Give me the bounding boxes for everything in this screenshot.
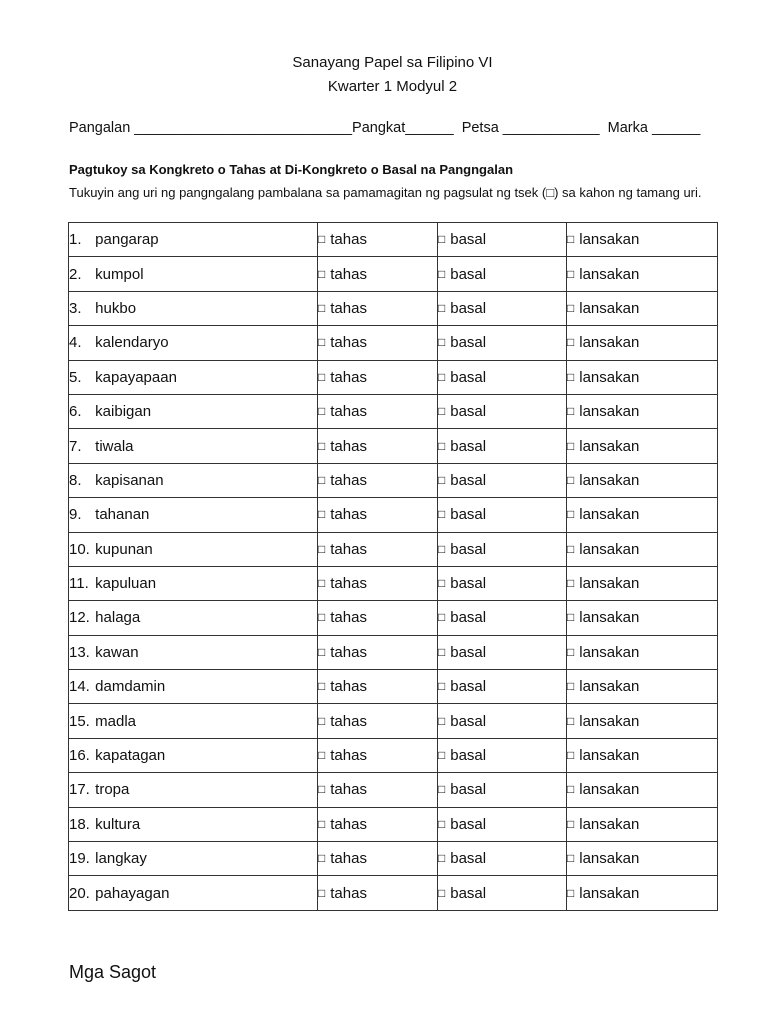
item-word: tropa [95,781,130,799]
option-cell-lansakan [567,807,718,841]
table-row [69,842,718,876]
option-label-basal: basal [450,437,487,455]
item-word: pangarap [95,231,159,249]
checkbox-lansakan[interactable]: □ [567,335,575,350]
checkbox-basal[interactable]: □ [438,266,446,281]
checkbox-tahas[interactable]: □ [318,300,326,315]
checkbox-basal[interactable]: □ [438,816,446,831]
option-label-basal: basal [450,609,487,627]
option-label-tahas: tahas [330,850,367,868]
checkbox-tahas[interactable]: □ [318,335,326,350]
checkbox-tahas[interactable]: □ [318,541,326,556]
checkbox-lansakan[interactable]: □ [567,885,575,900]
item-number: 8. [69,471,82,489]
item-word: kawan [95,643,139,661]
option-label-basal: basal [450,884,487,902]
checkbox-basal[interactable]: □ [438,610,446,625]
table-row [69,635,718,669]
option-cell-basal [438,257,567,291]
table-row [69,360,718,394]
item-word: kalendaryo [95,334,169,352]
checkbox-lansakan[interactable]: □ [567,610,575,625]
option-cell-tahas [318,291,438,325]
checkbox-tahas[interactable]: □ [318,748,326,763]
option-label-basal: basal [450,403,487,421]
option-cell-lansakan [567,842,718,876]
option-cell-tahas [318,532,438,566]
checkbox-lansakan[interactable]: □ [567,541,575,556]
item-number: 3. [69,299,82,317]
item-cell [69,704,318,738]
option-label-tahas: tahas [330,231,367,249]
option-label-tahas: tahas [330,299,367,317]
option-cell-tahas [318,498,438,532]
item-number: 2. [69,265,82,283]
option-label-basal: basal [450,643,487,661]
item-cell [69,429,318,463]
checkbox-basal[interactable]: □ [438,713,446,728]
option-cell-lansakan [567,463,718,497]
option-cell-basal [438,360,567,394]
checkbox-tahas[interactable]: □ [318,507,326,522]
checkbox-basal[interactable]: □ [438,507,446,522]
item-cell [69,223,318,257]
option-label-lansakan: lansakan [579,334,640,352]
checkbox-lansakan[interactable]: □ [567,644,575,659]
option-label-lansakan: lansakan [579,781,640,799]
option-cell-tahas [318,807,438,841]
option-cell-basal [438,532,567,566]
option-label-tahas: tahas [330,471,367,489]
option-cell-basal [438,291,567,325]
option-cell-lansakan [567,257,718,291]
option-cell-tahas [318,670,438,704]
table-row [69,291,718,325]
checkbox-basal[interactable]: □ [438,851,446,866]
option-label-tahas: tahas [330,575,367,593]
option-cell-basal [438,842,567,876]
option-label-basal: basal [450,781,487,799]
option-label-basal: basal [450,265,487,283]
item-word: kapatagan [95,747,166,765]
item-cell [69,498,318,532]
option-cell-basal [438,223,567,257]
option-cell-lansakan [567,566,718,600]
item-word: kultura [95,815,141,833]
item-cell [69,842,318,876]
item-number: 20. [69,884,90,902]
item-word: tiwala [95,437,134,455]
checkbox-basal[interactable]: □ [438,748,446,763]
checkbox-lansakan[interactable]: □ [567,404,575,419]
option-label-lansakan: lansakan [579,403,640,421]
option-label-basal: basal [450,506,487,524]
checkbox-tahas[interactable]: □ [318,232,326,247]
answers-label: Mga Sagot [69,962,157,982]
option-cell-basal [438,704,567,738]
table-row [69,807,718,841]
checkbox-lansakan[interactable]: □ [567,369,575,384]
option-cell-tahas [318,566,438,600]
option-cell-tahas [318,635,438,669]
option-cell-lansakan [567,223,718,257]
item-number: 9. [69,506,82,524]
option-label-tahas: tahas [330,437,367,455]
item-number: 6. [69,403,82,421]
option-label-lansakan: lansakan [579,368,640,386]
option-label-tahas: tahas [330,747,367,765]
checkbox-tahas[interactable]: □ [318,266,326,281]
option-label-basal: basal [450,368,487,386]
option-label-tahas: tahas [330,712,367,730]
checkbox-tahas[interactable]: □ [318,644,326,659]
option-cell-lansakan [567,704,718,738]
option-cell-basal [438,326,567,360]
item-number: 14. [69,678,90,696]
checkbox-basal[interactable]: □ [438,369,446,384]
option-cell-tahas [318,463,438,497]
option-cell-basal [438,876,567,910]
item-number: 11. [69,575,89,593]
checkbox-lansakan[interactable]: □ [567,851,575,866]
table-row [69,704,718,738]
item-cell [69,738,318,772]
option-label-lansakan: lansakan [579,575,640,593]
option-cell-lansakan [567,360,718,394]
option-label-lansakan: lansakan [579,299,640,317]
item-word: tahanan [95,506,150,524]
item-cell [69,601,318,635]
item-number: 4. [69,334,82,352]
option-cell-lansakan [567,394,718,428]
option-label-tahas: tahas [330,884,367,902]
item-number: 15. [69,712,90,730]
checkbox-basal[interactable]: □ [438,232,446,247]
item-word: kapisanan [95,471,164,489]
checkbox-lansakan[interactable]: □ [567,576,575,591]
checkbox-lansakan[interactable]: □ [567,782,575,797]
option-label-lansakan: lansakan [579,678,640,696]
option-label-lansakan: lansakan [579,712,640,730]
option-label-lansakan: lansakan [579,850,640,868]
checkbox-tahas[interactable]: □ [318,885,326,900]
option-cell-basal [438,566,567,600]
checkbox-lansakan[interactable]: □ [567,816,575,831]
option-label-lansakan: lansakan [579,437,640,455]
table-row [69,223,718,257]
option-cell-basal [438,773,567,807]
checkbox-tahas[interactable]: □ [318,369,326,384]
option-cell-tahas [318,394,438,428]
option-cell-basal [438,498,567,532]
item-cell [69,291,318,325]
option-label-lansakan: lansakan [579,643,640,661]
option-label-basal: basal [450,575,487,593]
checkbox-basal[interactable]: □ [438,782,446,797]
item-cell [69,635,318,669]
item-number: 17. [69,781,90,799]
table-row [69,532,718,566]
option-cell-lansakan [567,291,718,325]
checkbox-lansakan[interactable]: □ [567,266,575,281]
instruction-text: Tukuyin ang uri ng pangngalang pambalana sa pamamagitan ng pagsulat ng tsek (□) sa kahon ng tamang uri. [69,185,702,200]
item-cell [69,807,318,841]
item-word: damdamin [95,678,166,696]
checkbox-lansakan[interactable]: □ [567,438,575,453]
option-cell-tahas [318,257,438,291]
option-cell-tahas [318,842,438,876]
option-cell-lansakan [567,326,718,360]
checkbox-tahas[interactable]: □ [318,851,326,866]
option-cell-lansakan [567,670,718,704]
option-label-tahas: tahas [330,368,367,386]
item-number: 19. [69,850,90,868]
option-cell-tahas [318,326,438,360]
option-label-lansakan: lansakan [579,506,640,524]
option-cell-lansakan [567,876,718,910]
checkbox-basal[interactable]: □ [438,644,446,659]
checkbox-basal[interactable]: □ [438,472,446,487]
item-word: langkay [95,850,147,868]
option-label-basal: basal [450,334,487,352]
table-row [69,670,718,704]
table-row [69,773,718,807]
item-cell [69,463,318,497]
table-row [69,876,718,910]
option-label-lansakan: lansakan [579,540,640,558]
option-cell-tahas [318,704,438,738]
checkbox-basal[interactable]: □ [438,541,446,556]
item-cell [69,566,318,600]
table-row [69,566,718,600]
section-heading: Pagtukoy sa Kongkreto o Tahas at Di-Kongkreto o Basal na Pangngalan [69,162,514,177]
option-cell-lansakan [567,738,718,772]
table-row [69,738,718,772]
item-number: 7. [69,437,82,455]
checkbox-lansakan[interactable]: □ [567,507,575,522]
option-label-tahas: tahas [330,815,367,833]
option-cell-basal [438,394,567,428]
option-cell-lansakan [567,635,718,669]
option-label-basal: basal [450,678,487,696]
item-cell [69,257,318,291]
option-label-basal: basal [450,471,487,489]
option-label-basal: basal [450,815,487,833]
option-cell-lansakan [567,498,718,532]
option-label-lansakan: lansakan [579,231,640,249]
checkbox-tahas[interactable]: □ [318,713,326,728]
checkbox-basal[interactable]: □ [438,679,446,694]
checkbox-tahas[interactable]: □ [318,610,326,625]
option-cell-basal [438,601,567,635]
option-label-lansakan: lansakan [579,747,640,765]
option-label-tahas: tahas [330,506,367,524]
option-label-tahas: tahas [330,781,367,799]
table-row [69,463,718,497]
option-label-tahas: tahas [330,678,367,696]
item-word: pahayagan [95,884,170,902]
option-cell-basal [438,807,567,841]
item-number: 5. [69,368,82,386]
option-label-tahas: tahas [330,540,367,558]
option-label-tahas: tahas [330,643,367,661]
item-number: 18. [69,815,90,833]
item-cell [69,876,318,910]
option-cell-basal [438,670,567,704]
option-label-lansakan: lansakan [579,884,640,902]
option-label-tahas: tahas [330,609,367,627]
checkbox-tahas[interactable]: □ [318,438,326,453]
option-cell-tahas [318,601,438,635]
option-cell-basal [438,635,567,669]
option-cell-tahas [318,876,438,910]
item-number: 1. [69,231,82,249]
option-cell-tahas [318,223,438,257]
option-cell-basal [438,463,567,497]
item-number: 12. [69,609,90,627]
checkbox-tahas[interactable]: □ [318,782,326,797]
checkbox-tahas[interactable]: □ [318,679,326,694]
checkbox-basal[interactable]: □ [438,404,446,419]
table-row [69,257,718,291]
option-cell-lansakan [567,601,718,635]
option-cell-lansakan [567,532,718,566]
checkbox-lansakan[interactable]: □ [567,300,575,315]
page-subtitle: Kwarter 1 Modyul 2 [327,78,458,95]
item-number: 16. [69,747,90,765]
checkbox-tahas[interactable]: □ [318,404,326,419]
item-number: 10. [69,540,90,558]
checkbox-lansakan[interactable]: □ [567,679,575,694]
checkbox-basal[interactable]: □ [438,576,446,591]
option-cell-lansakan [567,773,718,807]
item-word: kapuluan [95,575,157,593]
table-row [69,601,718,635]
item-word: kaibigan [95,403,152,421]
option-label-basal: basal [450,231,487,249]
checkbox-lansakan[interactable]: □ [567,232,575,247]
table-row [69,498,718,532]
table-row [69,429,718,463]
option-cell-lansakan [567,429,718,463]
item-cell [69,670,318,704]
option-label-lansakan: lansakan [579,609,640,627]
answer-table [68,222,718,911]
item-cell [69,326,318,360]
option-label-tahas: tahas [330,265,367,283]
item-word: madla [95,712,137,730]
checkbox-tahas[interactable]: □ [318,472,326,487]
checkbox-basal[interactable]: □ [438,335,446,350]
option-cell-basal [438,429,567,463]
item-word: hukbo [95,299,137,317]
option-label-lansakan: lansakan [579,815,640,833]
table-row [69,394,718,428]
option-label-basal: basal [450,712,487,730]
item-number: 13. [69,643,90,661]
checkbox-lansakan[interactable]: □ [567,472,575,487]
option-label-lansakan: lansakan [579,265,640,283]
option-label-lansakan: lansakan [579,471,640,489]
checkbox-basal[interactable]: □ [438,885,446,900]
checkbox-tahas[interactable]: □ [318,576,326,591]
table-row [69,326,718,360]
checkbox-basal[interactable]: □ [438,438,446,453]
option-label-basal: basal [450,747,487,765]
option-cell-tahas [318,773,438,807]
item-cell [69,532,318,566]
item-word: kupunan [95,540,153,558]
item-cell [69,773,318,807]
student-info-line: Pangalan ___________________________Pangkat______ Petsa ____________ Marka ______ [69,120,701,136]
item-cell [69,360,318,394]
option-label-basal: basal [450,850,487,868]
page-title: Sanayang Papel sa Filipino VI [292,54,493,71]
option-cell-tahas [318,738,438,772]
item-word: kumpol [95,265,144,283]
checkbox-tahas[interactable]: □ [318,816,326,831]
option-label-basal: basal [450,540,487,558]
checkbox-basal[interactable]: □ [438,300,446,315]
option-cell-tahas [318,429,438,463]
item-word: kapayapaan [95,368,177,386]
checkbox-lansakan[interactable]: □ [567,713,575,728]
item-word: halaga [95,609,141,627]
option-label-basal: basal [450,299,487,317]
option-label-tahas: tahas [330,334,367,352]
item-cell [69,394,318,428]
option-label-tahas: tahas [330,403,367,421]
checkbox-lansakan[interactable]: □ [567,748,575,763]
option-cell-tahas [318,360,438,394]
option-cell-basal [438,738,567,772]
